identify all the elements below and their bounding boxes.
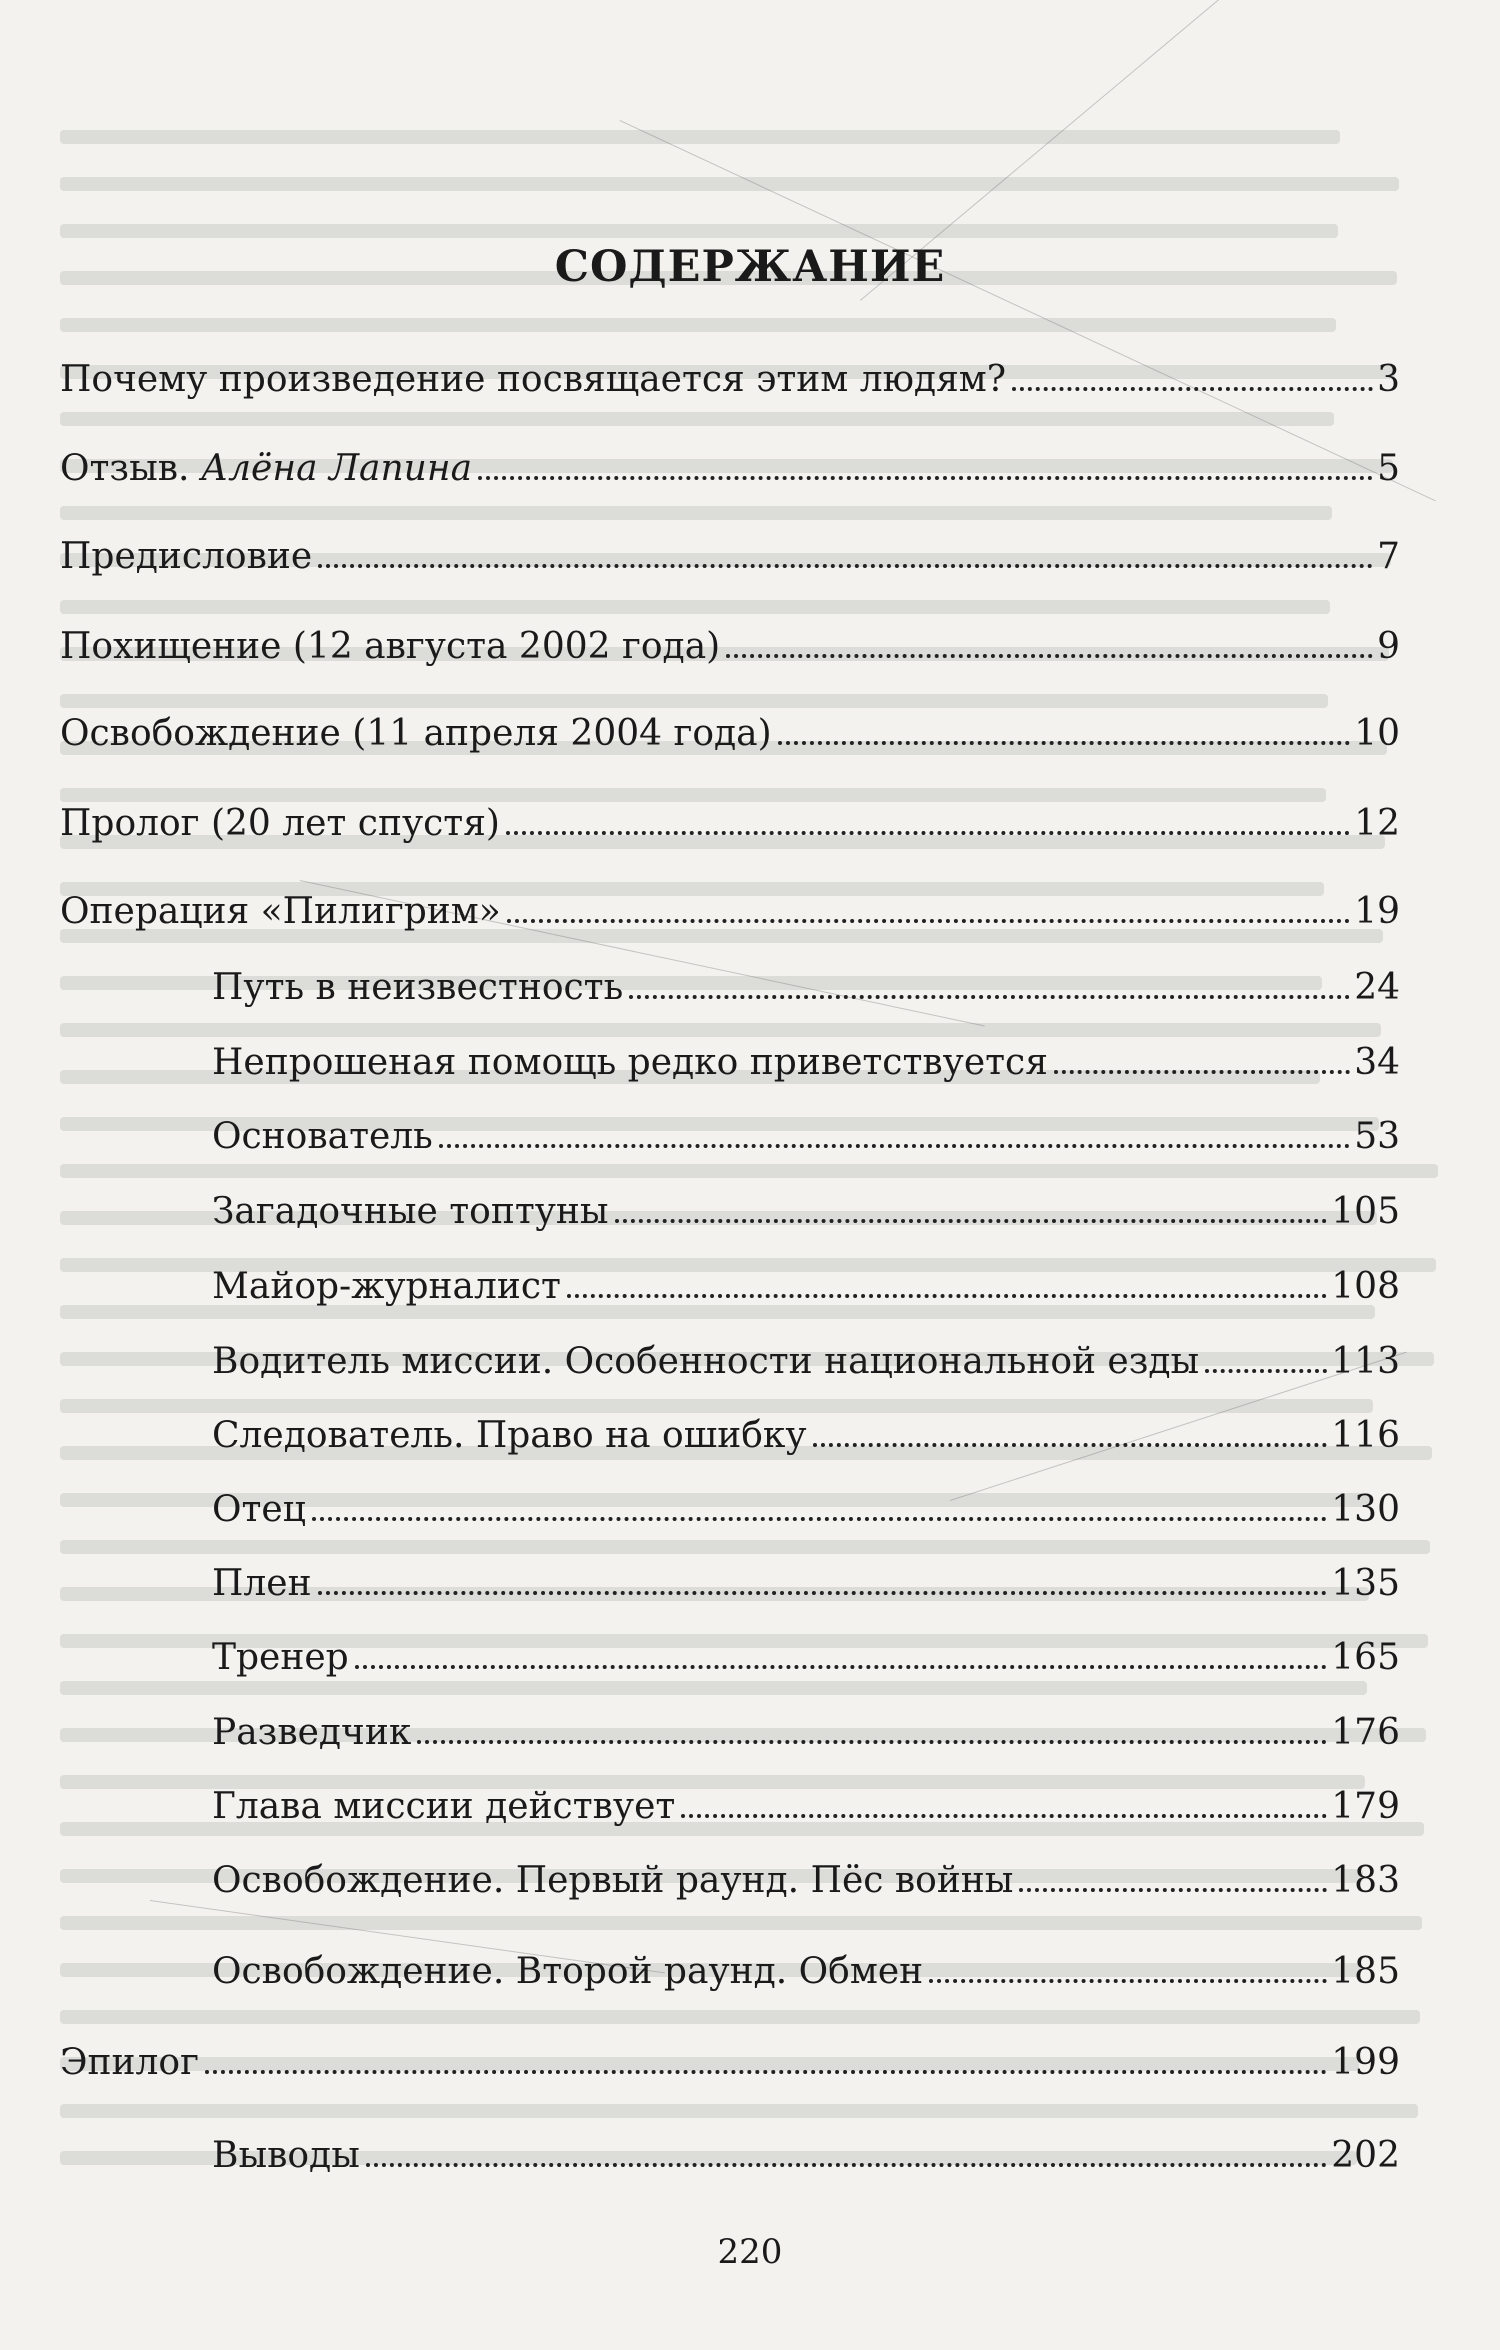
toc-entry bbox=[212, 1414, 1400, 1458]
toc-entry-title bbox=[212, 1636, 349, 1680]
toc-entry bbox=[212, 1190, 1400, 1234]
toc-entry-title bbox=[212, 1190, 609, 1234]
toc-entry-page: 202 bbox=[1331, 2135, 1400, 2176]
toc-entry-title-text: Операция «Пилигрим» bbox=[60, 891, 501, 932]
toc-entry bbox=[60, 2041, 1400, 2085]
toc-entry bbox=[60, 625, 1400, 669]
bleed-through-line bbox=[60, 694, 1328, 708]
toc-entry bbox=[212, 966, 1400, 1010]
toc-entry-page: 105 bbox=[1331, 1191, 1400, 1232]
dot-leader bbox=[813, 1443, 1328, 1447]
toc-entry-title bbox=[60, 2041, 199, 2085]
bleed-through-line bbox=[60, 788, 1326, 802]
toc-entry-title bbox=[60, 802, 500, 846]
toc-entry-title-text: Разведчик bbox=[212, 1712, 412, 1753]
dot-leader bbox=[355, 1665, 1328, 1669]
toc-entry-title-text: Выводы bbox=[212, 2135, 360, 2176]
toc-entry-page: 183 bbox=[1331, 1860, 1400, 1901]
toc-entry-title bbox=[212, 1414, 807, 1458]
toc-entry bbox=[212, 1115, 1400, 1159]
toc-entry-title bbox=[212, 1488, 306, 1532]
toc-entry-title bbox=[60, 358, 1006, 402]
toc-entry-title-text: Путь в неизвестность bbox=[212, 967, 624, 1008]
toc-entry-title-text: Плен bbox=[212, 1563, 312, 1604]
dot-leader bbox=[567, 1294, 1327, 1298]
toc-entry-title bbox=[212, 966, 623, 1010]
bleed-through-line bbox=[60, 1916, 1422, 1930]
page-number: 220 bbox=[717, 2232, 783, 2272]
toc-entry bbox=[212, 1340, 1400, 1384]
bleed-through-line bbox=[60, 1164, 1438, 1178]
toc-entry-title bbox=[212, 1859, 1013, 1903]
dot-leader bbox=[1205, 1369, 1327, 1373]
dot-leader bbox=[318, 564, 1373, 568]
toc-entry-title-text: Глава миссии действует bbox=[212, 1786, 676, 1827]
toc-entry-title bbox=[212, 1041, 1048, 1085]
bleed-through-line bbox=[60, 1681, 1367, 1695]
toc-entry-title-text: Отец bbox=[212, 1489, 306, 1530]
toc-entry-title-text: Похищение (12 августа 2002 года) bbox=[60, 626, 721, 667]
toc-entry-title-text: Загадочные топтуны bbox=[212, 1191, 609, 1232]
toc-entry-page: 165 bbox=[1331, 1637, 1400, 1678]
toc-entry-page: 176 bbox=[1331, 1712, 1400, 1753]
toc-entry-page: 108 bbox=[1331, 1266, 1400, 1307]
dot-leader bbox=[778, 741, 1351, 745]
toc-entry-page: 116 bbox=[1331, 1415, 1400, 1456]
bleed-through-line bbox=[60, 1023, 1381, 1037]
toc-entry-title bbox=[60, 890, 501, 934]
toc-entry-title-text: Основатель bbox=[212, 1116, 433, 1157]
toc-entry-page: 185 bbox=[1331, 1951, 1400, 1992]
toc-entry bbox=[60, 447, 1400, 491]
toc-entry bbox=[60, 802, 1400, 846]
toc-entry-title bbox=[212, 1711, 411, 1755]
bleed-through-line bbox=[60, 1540, 1430, 1554]
toc-entry-title-text: Непрошеная помощь редко приветствуется bbox=[212, 1042, 1048, 1083]
toc-entry-title-text: Водитель миссии. Особенности национальной езды bbox=[212, 1341, 1200, 1382]
toc-entry-title-text: Освобождение (11 апреля 2004 года) bbox=[60, 713, 772, 754]
toc-entry-title bbox=[212, 2134, 360, 2178]
toc-entry-page: 12 bbox=[1354, 803, 1400, 844]
toc-entry-page: 113 bbox=[1331, 1341, 1400, 1382]
toc-entry-page: 10 bbox=[1354, 713, 1400, 754]
dot-leader bbox=[478, 476, 1373, 480]
toc-entry-page: 199 bbox=[1331, 2042, 1400, 2083]
dot-leader bbox=[629, 995, 1350, 999]
bleed-through-line bbox=[60, 130, 1340, 144]
toc-entry-title bbox=[60, 625, 720, 669]
dot-leader bbox=[615, 1219, 1328, 1223]
dot-leader bbox=[507, 919, 1350, 923]
toc-entry-title-text: Майор-журналист bbox=[212, 1266, 561, 1307]
dot-leader bbox=[1012, 387, 1373, 391]
bleed-through-line bbox=[60, 506, 1332, 520]
toc-entry-title-text: Пролог (20 лет спустя) bbox=[60, 803, 500, 844]
dot-leader bbox=[312, 1517, 1327, 1521]
toc-entry bbox=[60, 712, 1400, 756]
toc-entry-page: 24 bbox=[1354, 967, 1400, 1008]
toc-entry bbox=[212, 1785, 1400, 1829]
toc-entry-title-text: Освобождение. Первый раунд. Пёс войны bbox=[212, 1860, 1014, 1901]
toc-entry-page: 53 bbox=[1354, 1116, 1400, 1157]
dot-leader bbox=[205, 2070, 1327, 2074]
toc-entry-title-text: Отзыв. bbox=[60, 448, 201, 489]
toc-entry-title bbox=[212, 1115, 433, 1159]
toc-entry bbox=[212, 1636, 1400, 1680]
toc-entry-page: 130 bbox=[1331, 1489, 1400, 1530]
toc-entry-page: 179 bbox=[1331, 1786, 1400, 1827]
toc-entry bbox=[212, 1859, 1400, 1903]
toc-entry bbox=[60, 535, 1400, 579]
bleed-through-line bbox=[60, 600, 1330, 614]
toc-entry-title-text: Предисловие bbox=[60, 536, 313, 577]
bleed-through-line bbox=[60, 318, 1336, 332]
toc-entry-title bbox=[60, 535, 312, 579]
toc-entry bbox=[212, 2134, 1400, 2178]
toc-entry-page: 135 bbox=[1331, 1563, 1400, 1604]
toc-entry bbox=[60, 358, 1400, 402]
toc-entry-title bbox=[212, 1340, 1199, 1384]
toc-entry-author: Алёна Лапина bbox=[200, 448, 473, 489]
toc-entry bbox=[212, 1488, 1400, 1532]
dot-leader bbox=[506, 831, 1350, 835]
toc-entry-page: 3 bbox=[1377, 359, 1400, 400]
toc-entry-title-text: Следователь. Право на ошибку bbox=[212, 1415, 807, 1456]
toc-entry bbox=[212, 1950, 1400, 1994]
toc-entry bbox=[212, 1265, 1400, 1309]
toc-entry bbox=[60, 890, 1400, 934]
toc-entry bbox=[212, 1711, 1400, 1755]
toc-entry-page: 7 bbox=[1377, 536, 1400, 577]
dot-leader bbox=[318, 1591, 1328, 1595]
bleed-through-line bbox=[60, 2104, 1418, 2118]
toc-entry-title bbox=[212, 1562, 312, 1606]
toc-entry-title bbox=[60, 712, 772, 756]
dot-leader bbox=[1054, 1070, 1350, 1074]
toc-entry-title-text: Эпилог bbox=[60, 2042, 199, 2083]
toc-entry-title-text: Почему произведение посвящается этим людям? bbox=[60, 359, 1007, 400]
bleed-through-line bbox=[60, 2010, 1420, 2024]
toc-entry bbox=[212, 1041, 1400, 1085]
bleed-through-line bbox=[60, 224, 1338, 238]
bleed-through-line bbox=[60, 177, 1399, 191]
toc-entry-page: 9 bbox=[1377, 626, 1400, 667]
dot-leader bbox=[726, 654, 1373, 658]
bleed-through-line bbox=[60, 412, 1334, 426]
dot-leader bbox=[417, 1740, 1327, 1744]
toc-entry-page: 19 bbox=[1354, 891, 1400, 932]
toc-title: СОДЕРЖАНИЕ bbox=[554, 242, 946, 292]
dot-leader bbox=[366, 2163, 1327, 2167]
dot-leader bbox=[1019, 1888, 1327, 1892]
dot-leader bbox=[439, 1144, 1350, 1148]
toc-entry-title bbox=[212, 1950, 923, 1994]
toc-entry-page: 34 bbox=[1354, 1042, 1400, 1083]
toc-entry bbox=[212, 1562, 1400, 1606]
dot-leader bbox=[681, 1814, 1327, 1818]
dot-leader bbox=[929, 1979, 1327, 1983]
toc-entry-page: 5 bbox=[1377, 448, 1400, 489]
toc-entry-title bbox=[212, 1265, 561, 1309]
toc-entry-title bbox=[212, 1785, 675, 1829]
toc-entry-title-text: Тренер bbox=[212, 1637, 349, 1678]
bleed-through-line bbox=[60, 1399, 1373, 1413]
toc-entry-title bbox=[60, 447, 472, 491]
toc-entry-title-text: Освобождение. Второй раунд. Обмен bbox=[212, 1951, 924, 1992]
